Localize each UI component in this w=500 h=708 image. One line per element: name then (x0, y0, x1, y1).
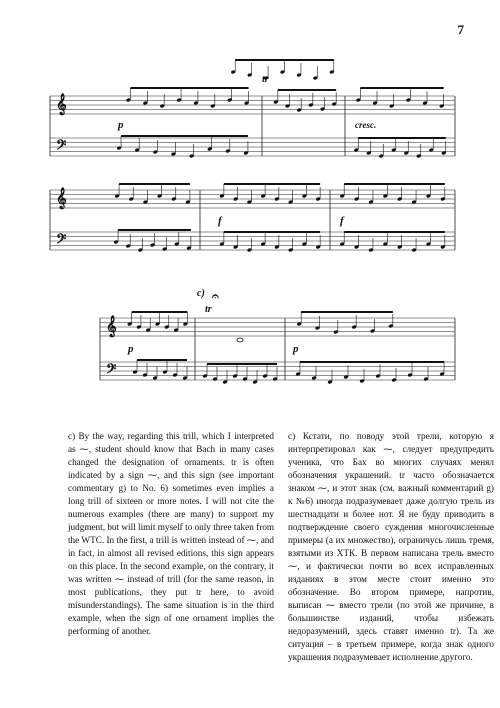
dynamic-p: p (118, 119, 124, 131)
half-note (237, 338, 243, 342)
dynamic-p-2: p (128, 343, 134, 355)
treble-clef-symbol-3: 𝄞 (106, 316, 117, 336)
bass-clef-symbol: 𝄢 (56, 139, 67, 156)
fermata-mark: 𝄐 (212, 289, 219, 303)
treble-clef-symbol-2: 𝄞 (56, 188, 67, 208)
treble-clef-symbol: 𝄞 (56, 94, 67, 114)
dynamic-p-3: p (293, 343, 299, 355)
crescendo-mark: cresc. (355, 120, 377, 130)
russian-commentary (288, 430, 494, 664)
section-label-c: c) (197, 288, 205, 299)
english-commentary (68, 430, 274, 638)
english-commentary-text: c) By the way, regarding this trill, which I interpreted as ⁓, student should know that Bach in many cases changed the designation of ornaments. tr is often indicated by a sign ⁓, and this sign (see important commentary g) to No. 6) sometimes even implies a long trill of sixteen or more notes. I will not cite the numerous examples (there are many) to support my judgment, but will limit myself to only three taken from the WTC. In the first, a trill is written instead of ⁓, and in fact, in almost all revised editions, this sign appears on this place. In the second example, on the contrary, it was written ⁓ instead of trill (for the same reason, in most publications, they put tr here, to avoid misunderstandings). The same situation is in the third example, when the sign of one ornament implies the performing of another. (68, 431, 274, 636)
dynamic-f: f (218, 215, 222, 227)
bass-clef-symbol-2: 𝄢 (56, 233, 67, 250)
page-number: 7 (457, 22, 464, 37)
russian-commentary-text: c) Кстати, по поводу этой трели, которую я интерпретировал как ⁓, следует предупредить ученика, что Бах во многих случаях менял обозначения украшений. tr часто обозначается знаком ⁓, и этот знак (см. важный комментарий g) к №6) иногда подразумевает даже долгую трель из шестнадцати и более нот. Я не буду приводить в подтверждение своего суждения многочисленные примеры (а их множество), ограничусь лишь тремя, взятыми из ХТК. В первом написана трель вместо ⁓, и фактически почти во всех исправленных изданиях в этом месте стоит именно это обозначение. Во втором примере, напротив, выписан ⁓ вместо трели (по этой же причине, в большинстве изданий, чтобы избежать недоразумений, здесь ставят именно tr). Та же ситуация – в третьем примере, когда знак одного украшения подразумевает исполнение другого. (288, 431, 494, 662)
trill-mark-2: tr (205, 304, 212, 315)
trill-mark: tr (262, 74, 269, 85)
bass-clef-symbol-3: 𝄢 (106, 363, 117, 380)
dynamic-f-2: f (340, 215, 344, 227)
